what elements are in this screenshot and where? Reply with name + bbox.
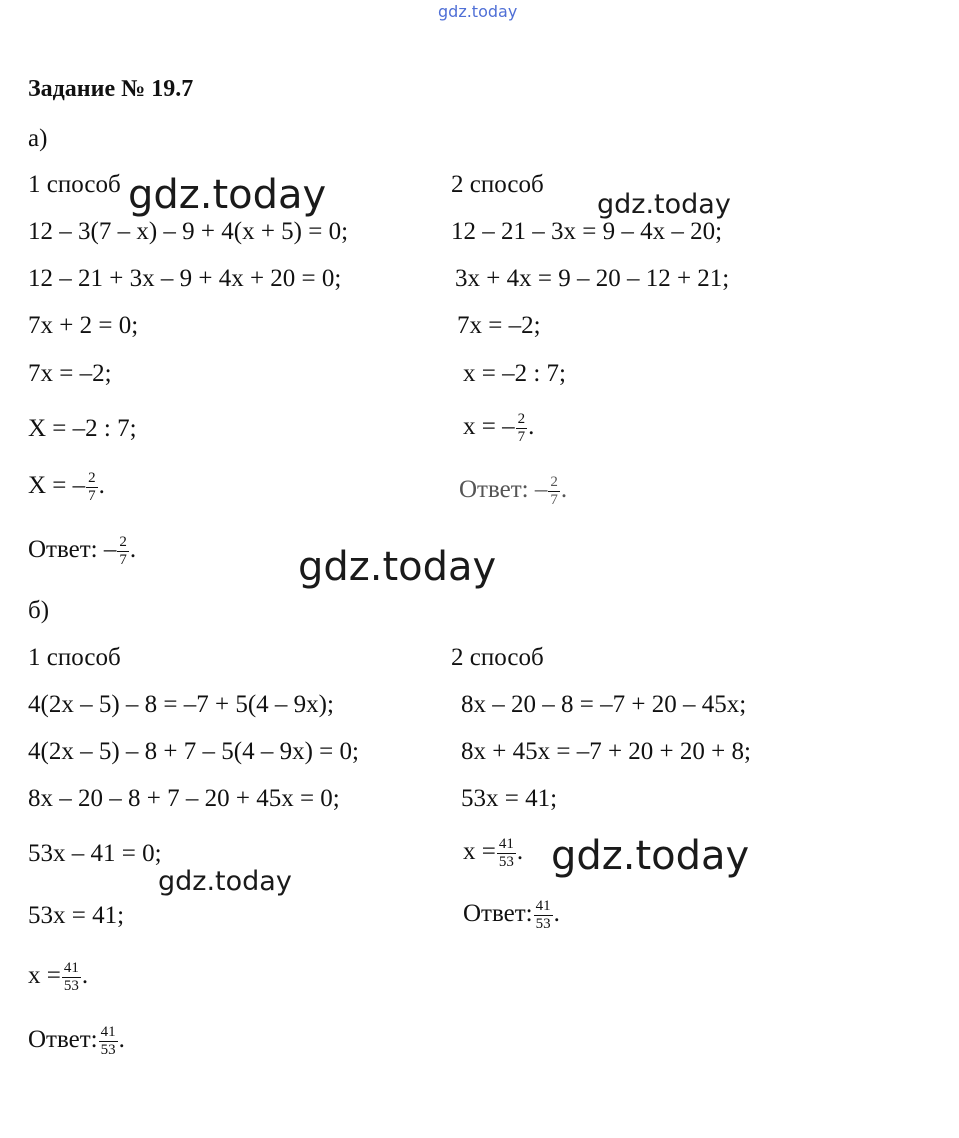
part-a-method1-line: X = –2 : 7; xyxy=(28,415,137,442)
task-title: Задание № 19.7 xyxy=(28,76,194,102)
part-b-method2-answer: Ответ: $\frac{41}{53}$ . xyxy=(463,898,560,932)
fraction-numerator: 2 xyxy=(550,474,558,490)
fraction xyxy=(497,836,516,871)
watermark: gdz.today xyxy=(597,189,731,220)
part-b-method1-heading: 1 способ xyxy=(28,644,121,671)
part-a-method2-result: x = – $\frac{2}{7}$ . xyxy=(463,411,535,445)
fraction-numerator: 41 xyxy=(535,898,551,914)
fraction-denominator: 7 xyxy=(550,492,558,508)
result-prefix: x = xyxy=(28,962,61,990)
fraction-denominator: 7 xyxy=(88,488,96,504)
fraction xyxy=(534,898,553,933)
part-b-method1-line: 4(2x – 5) – 8 = –7 + 5(4 – 9x); xyxy=(28,691,334,718)
watermark: gdz.today xyxy=(298,544,497,590)
part-b-method2-line: 53x = 41; xyxy=(461,785,558,812)
part-b-method1-line: 53x – 41 = 0; xyxy=(28,840,162,867)
part-a-method1-line: 7x + 2 = 0; xyxy=(28,312,139,339)
part-a-method2-heading: 2 способ xyxy=(451,171,544,198)
watermark: gdz.today xyxy=(551,833,750,879)
part-a-method2-line: 7x = –2; xyxy=(457,312,541,339)
part-a-method2-line: 12 – 21 – 3x = 9 – 4x – 20; xyxy=(451,218,723,245)
part-b-method2-heading: 2 способ xyxy=(451,644,544,671)
fraction-denominator: 7 xyxy=(517,429,526,445)
fraction xyxy=(117,534,129,569)
part-a-method1-line: 7x = –2; xyxy=(28,360,112,387)
part-a-method1-line: 12 – 3(7 – x) – 9 + 4(x + 5) = 0; xyxy=(28,218,349,245)
fraction xyxy=(516,411,528,446)
answer-prefix: Ответ: – xyxy=(28,536,117,564)
part-b-method2-line: 8x – 20 – 8 = –7 + 20 – 45x; xyxy=(461,691,747,718)
part-b-label: б) xyxy=(28,597,50,624)
part-a-method1-result: X = – $\frac{2}{7}$ . xyxy=(28,470,105,504)
fraction-numerator: 2 xyxy=(119,534,127,550)
result-prefix: x = – xyxy=(463,413,515,441)
part-a-method1-answer: Ответ: – $\frac{2}{7}$ . xyxy=(28,534,137,568)
fraction-numerator: 41 xyxy=(100,1024,116,1040)
fraction-denominator: 53 xyxy=(100,1042,116,1058)
fraction-denominator: 7 xyxy=(119,552,127,568)
fraction-numerator: 2 xyxy=(517,411,526,427)
part-a-method1-heading: 1 способ xyxy=(28,171,121,198)
fraction xyxy=(62,960,81,995)
result-prefix: x = xyxy=(463,838,496,866)
part-a-method2-answer: Ответ: – $\frac{2}{7}$ . xyxy=(459,474,568,508)
fraction xyxy=(548,474,560,509)
fraction-denominator: 53 xyxy=(63,978,79,994)
result-prefix: X = – xyxy=(28,472,86,500)
fraction xyxy=(99,1024,118,1059)
part-a-label: а) xyxy=(28,125,48,152)
part-b-method1-answer: Ответ: $\frac{41}{53}$ . xyxy=(28,1024,125,1058)
fraction-denominator: 53 xyxy=(498,854,514,870)
answer-prefix: Ответ: – xyxy=(459,476,548,504)
fraction-denominator: 53 xyxy=(535,916,551,932)
answer-prefix: Ответ: xyxy=(28,1026,98,1054)
part-a-method1-line: 12 – 21 + 3x – 9 + 4x + 20 = 0; xyxy=(28,265,342,292)
part-a-method2-line: x = –2 : 7; xyxy=(463,360,566,387)
fraction-numerator: 2 xyxy=(88,470,96,486)
fraction xyxy=(86,470,98,505)
part-b-method1-line: 53x = 41; xyxy=(28,902,125,929)
part-b-method1-line: 4(2x – 5) – 8 + 7 – 5(4 – 9x) = 0; xyxy=(28,738,359,765)
fraction-numerator: 41 xyxy=(498,836,514,852)
part-a-method2-line: 3x + 4x = 9 – 20 – 12 + 21; xyxy=(455,265,730,292)
watermark-top: gdz.today xyxy=(438,2,518,21)
watermark: gdz.today xyxy=(128,172,327,218)
part-b-method2-line: 8x + 45x = –7 + 20 + 20 + 8; xyxy=(461,738,751,765)
part-b-method1-result: x = $\frac{41}{53}$ . xyxy=(28,960,89,994)
answer-prefix: Ответ: xyxy=(463,900,533,928)
fraction-numerator: 41 xyxy=(63,960,79,976)
watermark: gdz.today xyxy=(158,866,292,897)
part-b-method2-result: x = $\frac{41}{53}$ . xyxy=(463,836,524,870)
part-b-method1-line: 8x – 20 – 8 + 7 – 20 + 45x = 0; xyxy=(28,785,340,812)
